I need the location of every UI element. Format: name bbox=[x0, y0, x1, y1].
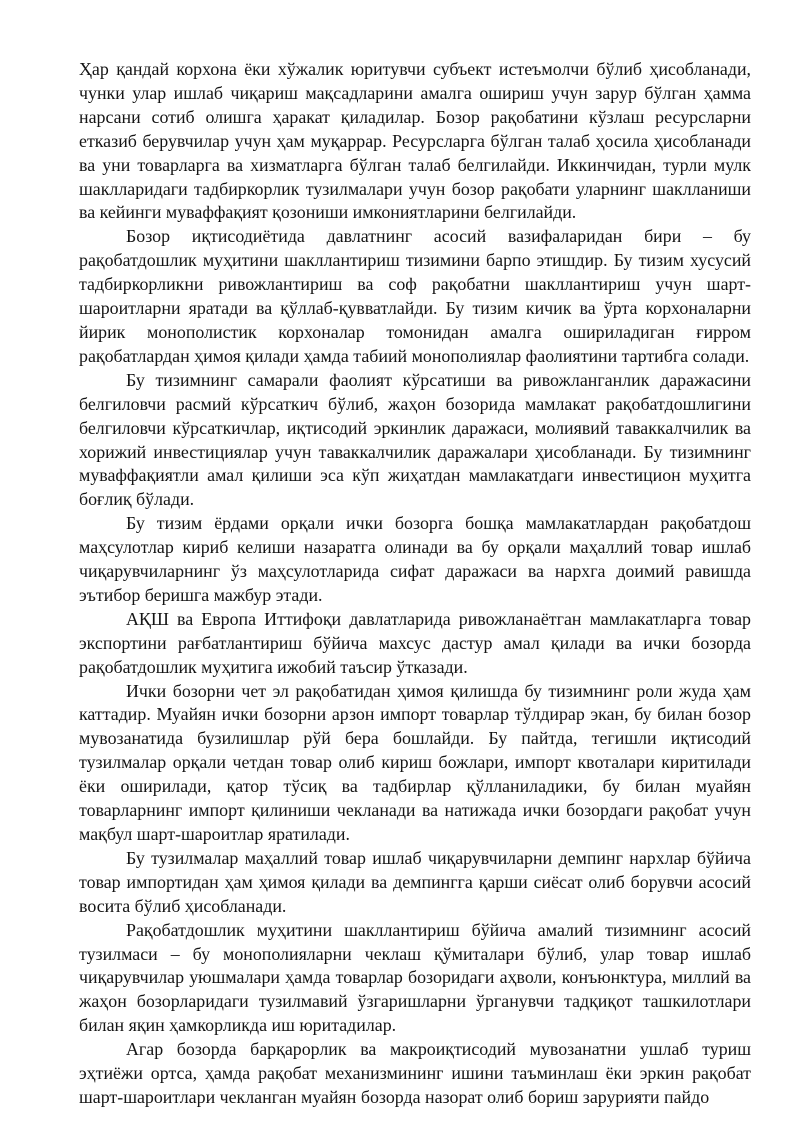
paragraph-3: Бу тизимнинг самарали фаолият кўрсатиши ва ривожланганлик даражасини белгиловчи расмий кўрсаткич бўлиб, жаҳон бозорида мамлакат рақобатдошлигини белгиловчи кўрсаткичлар, иқтисодий эркинлик даражаси, молиявий таваккалчилик ва хорижий инвестициялар учун таваккалчилик даражалари ҳисобланади. Бу тизимнинг муваффақиятли амал қилиши эса кўп жиҳатдан мамлакатдаги инвестицион муҳитга боғлиқ бўлади. bbox=[79, 369, 751, 510]
paragraph-1: Ҳар қандай корхона ёки хўжалик юритувчи субъект истеъмолчи бўлиб ҳисобланади, чунки улар ишлаб чиқариш мақсадларини амалга ошириш учун зарур бўлган ҳамма нарсани сотиб олишга ҳаракат қиладилар. Бозор рақобатини кўзлаш ресурсларни етказиб берувчилар учун ҳам муқаррар. Ресурсларга бўлган талаб ҳосила ҳисобланади ва уни товарларга ва хизматларга бўлган талаб белгилайди. Иккинчидан, турли мулк шаклларидаги тадбиркорлик тузилмалари учун бозор рақобати уларнинг шаклланиши ва кейинги муваффақият қозониши имкониятларини белгилайди. bbox=[79, 59, 751, 223]
paragraph-9: Агар бозорда барқарорлик ва макроиқтисодий мувозанатни ушлаб туриш эҳтиёжи ортса, ҳамда рақобат механизмининг ишини таъминлаш ёки эркин рақобат шарт-шароитлари чекланган муайян бозорда назорат олиб бориш зарурияти пайдо bbox=[79, 1039, 751, 1107]
paragraph-5: АҚШ ва Европа Иттифоқи давлатларида ривожланаётган мамлакатларга товар экспортини рағбатлантириш бўйича махсус дастур амал қилади ва ички бозорда рақобатдошлик муҳитига ижобий таъсир ўтказади. bbox=[79, 608, 751, 677]
paragraph-6: Ички бозорни чет эл рақобатидан ҳимоя қилишда бу тизимнинг роли жуда ҳам каттадир. Муайян ички бозорни арзон импорт товарлар тўлдирар экан, бу билан бозор мувозанатида бузилишлар рўй бера бошлайди. Бу пайтда, тегишли иқтисодий тузилмалар орқали четдан товар олиб кириш божлари, импорт квоталари киритилади ёки оширилади, қатор тўсиқ ва тадбирлар қўлланиладики, бу билан муайян товарларнинг импорт қилиниши чекланади ва натижада ички бозордаги рақобат учун мақбул шарт-шароитлар яратилади. bbox=[79, 680, 751, 844]
paragraph-8: Рақобатдошлик муҳитини шакллантириш бўйича амалий тизимнинг асосий тузилмаси – бу монополияларни чеклаш қўмиталари бўлиб, улар товар ишлаб чиқарувчилар уюшмалари ҳамда товарлар бозоридаги аҳволи, конъюнктура, миллий ва жаҳон бозорларидаги тузилмавий ўзгаришларни ўрганувчи тадқиқот ташкилотлари билан яқин ҳамкорликда иш юритадилар. bbox=[79, 919, 751, 1036]
document-body bbox=[79, 58, 751, 1110]
paragraph-2: Бозор иқтисодиётида давлатнинг асосий вазифаларидан бири – бу рақобатдошлик муҳитини шакллантириш тизимини барпо этишдир. Бу тизим хусусий тадбиркорликни ривожлантириш ва соф рақобатни шакллантириш учун шарт-шароитларни яратади ва қўллаб-қувватлайди. Бу тизим кичик ва ўрта корхоналарни йирик монополистик корхоналар томонидан амалга ошириладиган ғирром рақобатлардан ҳимоя қилади ҳамда табиий монополиялар фаолиятини тартибга солади. bbox=[79, 226, 751, 366]
paragraph-4: Бу тизим ёрдами орқали ички бозорга бошқа мамлакатлардан рақобатдош маҳсулотлар кириб келиши назаратга олинади ва бу орқали маҳаллий товар ишлаб чиқарувчиларнинг ўз маҳсулотларида сифат даражаси ва нархга доимий равишда эътибор беришга мажбур этади. bbox=[79, 513, 751, 605]
paragraph-7: Бу тузилмалар маҳаллий товар ишлаб чиқарувчиларни демпинг нархлар бўйича товар импортидан ҳам ҳимоя қилади ва демпингга қарши сиёсат олиб борувчи асосий восита бўлиб ҳисобланади. bbox=[79, 847, 751, 916]
